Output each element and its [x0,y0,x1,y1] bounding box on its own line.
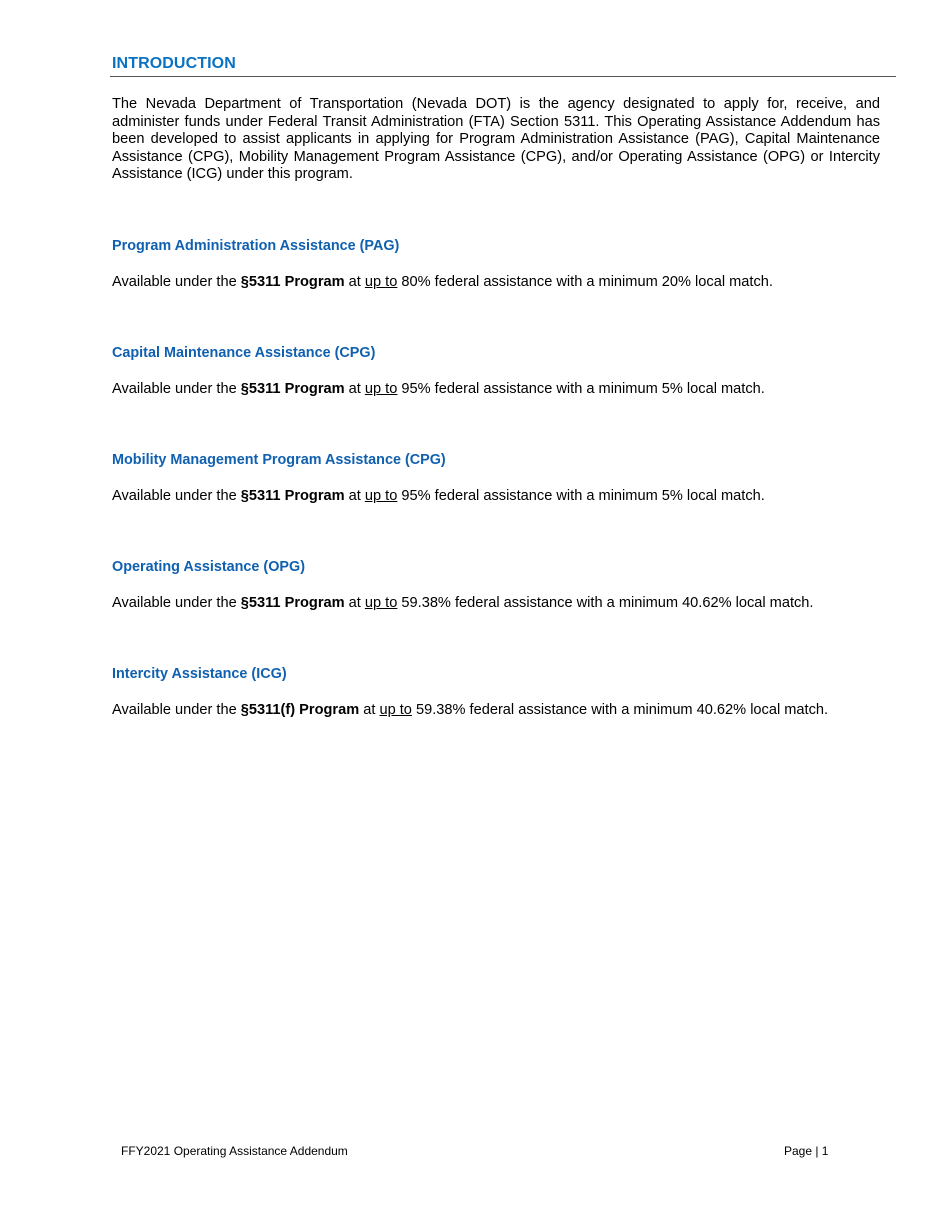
program-name: §5311 Program [240,274,345,290]
text-prefix: Available under the [112,381,241,397]
up-to-underlined: up to [364,274,398,290]
section-heading-cpg-capital: Capital Maintenance Assistance (CPG) [112,345,376,361]
section-text-opg [112,595,813,611]
text-suffix: 95% federal assistance with a minimum 5% local match. [397,488,765,504]
section-heading-icg: Intercity Assistance (ICG) [112,666,287,682]
program-name: §5311 Program [240,595,345,611]
footer-page-number: Page | 1 [784,1144,829,1158]
text-middle: at [344,595,365,611]
section-heading-pag: Program Administration Assistance (PAG) [112,238,400,254]
text-suffix: 59.38% federal assistance with a minimum 40.62% local match. [411,702,829,718]
text-suffix: 95% federal assistance with a minimum 5% local match. [397,381,765,397]
text-prefix: Available under the [112,595,241,611]
text-middle: at [344,274,365,290]
program-name: §5311(f) Program [240,702,360,718]
up-to-underlined: up to [364,488,398,504]
program-name: §5311 Program [240,381,345,397]
section-text-pag [112,274,773,290]
text-prefix: Available under the [112,702,241,718]
up-to-underlined: up to [364,381,398,397]
section-text-cpg-mobility [112,488,765,504]
heading-divider [110,76,896,77]
introduction-heading: INTRODUCTION [112,55,236,72]
text-prefix: Available under the [112,488,241,504]
up-to-underlined: up to [364,595,398,611]
text-middle: at [359,702,380,718]
program-name: §5311 Program [240,488,345,504]
section-text-icg [112,702,828,718]
section-text-cpg-capital [112,381,765,397]
text-suffix: 59.38% federal assistance with a minimum 40.62% local match. [397,595,814,611]
introduction-paragraph: The Nevada Department of Transportation (Nevada DOT) is the agency designated to apply for, receive, and administer funds under Federal Transit Administration (FTA) Section 5311. This Operating Assistance Addendum has been developed to assist applicants in applying for Program Administration Assistance (PAG), Capital Maintenance Assistance (CPG), Mobility Management Program Assistance (CPG), and/or Operating Assistance (OPG) or Intercity Assistance (ICG) under this program. [112,96,880,183]
text-middle: at [344,381,365,397]
footer-document-title: FFY2021 Operating Assistance Addendum [121,1144,348,1158]
up-to-underlined: up to [379,702,412,718]
text-prefix: Available under the [112,274,241,290]
text-suffix: 80% federal assistance with a minimum 20% local match. [397,274,773,290]
text-middle: at [344,488,365,504]
section-heading-opg: Operating Assistance (OPG) [112,559,305,575]
section-heading-cpg-mobility: Mobility Management Program Assistance (CPG) [112,452,446,468]
